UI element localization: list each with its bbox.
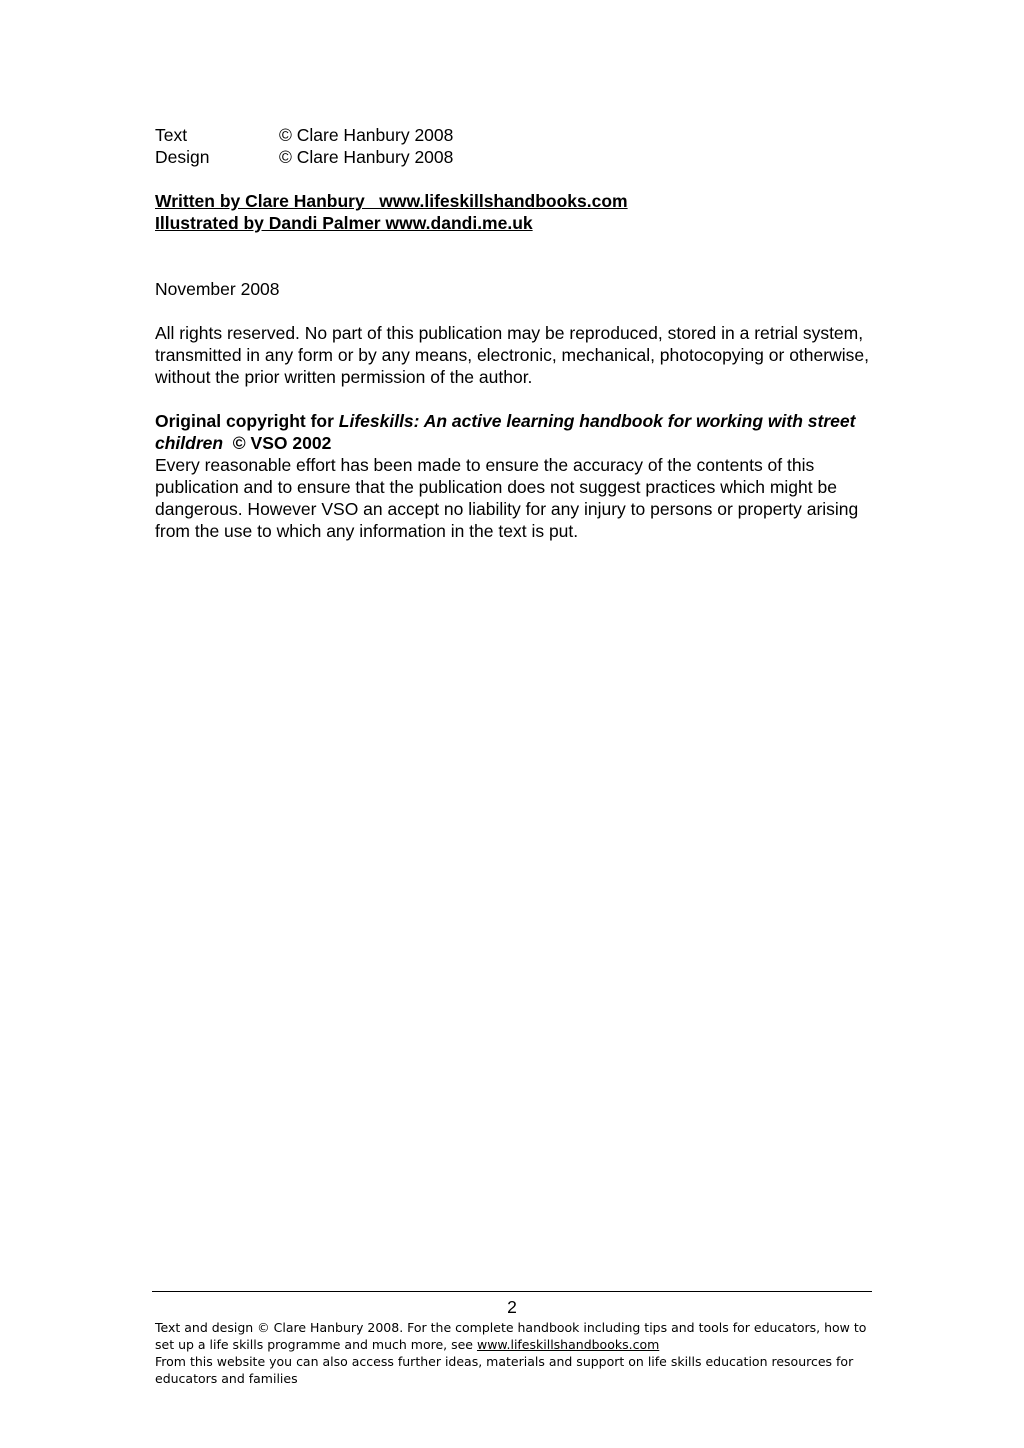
credit-value: © Clare Hanbury 2008 [279,147,454,167]
credit-row-text [155,124,875,146]
main-content [155,124,875,542]
illustrated-by-line[interactable]: Illustrated by Dandi Palmer www.dandi.me.uk [155,213,533,233]
footer-line2: From this website you can also access further ideas, materials and support on life skills education resources for educators and families [155,1354,854,1386]
copyright-prefix: Original copyright for [155,411,339,431]
credit-row-design [155,146,875,168]
book-title: Lifeskills: An active learning handbook for working with street children [155,411,856,453]
credit-label: Design [155,147,210,167]
credit-value: © Clare Hanbury 2008 [279,125,454,145]
copyright-suffix: © VSO 2002 [223,433,332,453]
author-credits [155,190,875,234]
original-copyright [155,410,875,454]
footer-divider [152,1291,872,1292]
page-number: 2 [507,1297,517,1317]
credit-label: Text [155,125,188,145]
rights-paragraph: All rights reserved. No part of this publication may be reproduced, stored in a retrial system, transmitted in any form or by any means, electronic, mechanical, photocopying or otherwise, without the prior written permission of the author. [155,323,869,387]
written-by-line[interactable]: Written by Clare Hanbury www.lifeskillshandbooks.com [155,191,628,211]
disclaimer-paragraph: Every reasonable effort has been made to ensure the accuracy of the contents of this publication and to ensure that the publication does not suggest practices which might be dangerous. However VSO an accept no liability for any injury to persons or property arising from the use to which any information in the text is put. [155,455,859,541]
publication-date: November 2008 [155,279,280,299]
footer-link[interactable]: www.lifeskillshandbooks.com [476,1337,660,1352]
footer-line1: Text and design © Clare Hanbury 2008. For the complete handbook including tips and tools for educators, how to set up a life skills programme and much more, see [155,1320,867,1352]
footer-text [155,1319,875,1387]
